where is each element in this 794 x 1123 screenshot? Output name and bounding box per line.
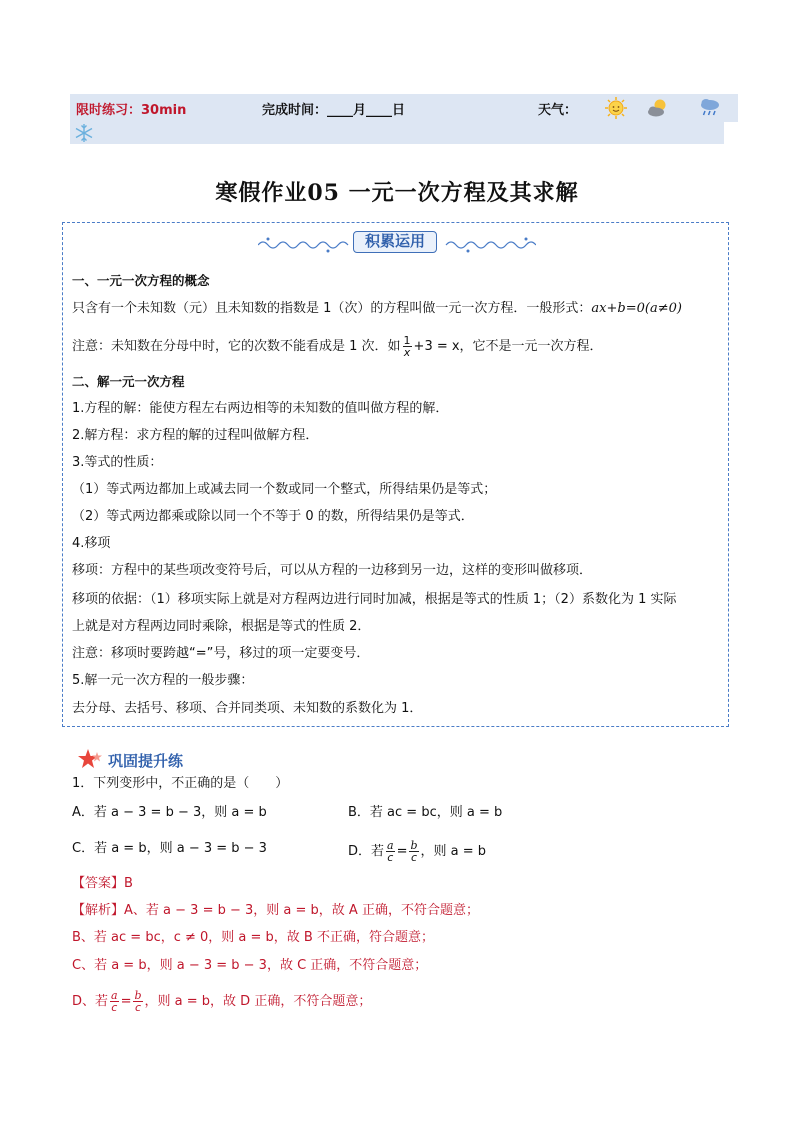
equals-sign: = bbox=[120, 994, 132, 1009]
explanation-d bbox=[72, 990, 371, 1013]
fraction-denominator: c bbox=[387, 851, 394, 864]
answer-line bbox=[72, 875, 133, 893]
explanation-c: C、若 a = b，则 a − 3 = b − 3，故 C 正确，不符合题意； bbox=[72, 958, 428, 973]
explanation-tag: 【解析】 bbox=[72, 903, 125, 918]
section-1-title: 一、一元一次方程的概念 bbox=[72, 273, 210, 288]
fraction-one-over-x bbox=[403, 335, 412, 358]
page-title: 寒假作业05 一元一次方程及其求解 bbox=[215, 180, 579, 206]
answer-value: B bbox=[124, 876, 133, 891]
snowflake-icon bbox=[74, 123, 94, 143]
question-1: 1．下列变形中，不正确的是（ ） bbox=[72, 776, 289, 791]
fraction-denominator: c bbox=[111, 1001, 118, 1014]
explanation-line-1 bbox=[72, 902, 479, 920]
rule-4-basis-2: 上就是对方程两边同时乘除，根据是等式的性质 2． bbox=[72, 619, 371, 634]
rule-5-steps: 去分母、去括号、移项、合并同类项、未知数的系数化为 1． bbox=[72, 701, 423, 716]
rule-1: 1.方程的解：能使方程左右两边相等的未知数的值叫做方程的解． bbox=[72, 401, 449, 416]
option-c: C．若 a = b，则 a − 3 = b − 3 bbox=[72, 841, 267, 856]
fraction-numerator: b bbox=[410, 839, 418, 852]
general-form: ax+b=0(a≠0) bbox=[591, 301, 682, 316]
fraction-b-over-c bbox=[133, 990, 142, 1013]
fraction-numerator: b bbox=[134, 989, 142, 1002]
option-d bbox=[348, 840, 486, 863]
note-text-a: 注意：未知数在分母中时，它的次数不能看成是 1 次．如 bbox=[72, 339, 401, 354]
banner bbox=[258, 229, 536, 255]
rule-3-2: （2）等式两边都乘或除以同一个不等于 0 的数，所得结果仍是等式． bbox=[72, 509, 474, 524]
rule-4-basis-1: 移项的依据：（1）移项实际上就是对方程两边进行同时加减，根据是等式的性质 1；（2）系数化为 1 实际 bbox=[72, 592, 677, 607]
explanation-b: B、若 ac = bc，c ≠ 0，则 a = b，故 B 不正确，符合题意； bbox=[72, 930, 434, 945]
fraction-a-over-c bbox=[386, 840, 395, 863]
explanation-a: A、若 a − 3 = b − 3，则 a = b，故 A 正确，不符合题意； bbox=[124, 903, 479, 918]
star-icon bbox=[78, 748, 104, 770]
fraction-denominator: x bbox=[403, 346, 411, 359]
fraction-denominator: c bbox=[410, 851, 418, 864]
completion-time-label: 完成时间：____月____日 bbox=[262, 102, 406, 118]
fraction-a-over-c bbox=[110, 990, 119, 1013]
practice-section-title bbox=[78, 748, 184, 772]
header-bar bbox=[70, 94, 738, 122]
fraction-numerator: a bbox=[387, 839, 394, 852]
rule-4-def: 移项：方程中的某些项改变符号后，可以从方程的一边移到另一边，这样的变形叫做移项． bbox=[72, 563, 593, 578]
note-text-b: +3 = x，它不是一元一次方程． bbox=[413, 339, 603, 354]
definition-text: 只含有一个未知数（元）且未知数的指数是 1（次）的方程叫做一元一次方程．一般形式： bbox=[72, 301, 592, 316]
fraction-numerator: 1 bbox=[403, 334, 411, 347]
option-b: B．若 ac = bc，则 a = b bbox=[348, 805, 503, 820]
section-2-title: 二、解一元一次方程 bbox=[72, 374, 185, 389]
option-d-suffix: ，则 a = b bbox=[420, 844, 487, 859]
option-a: A．若 a − 3 = b − 3，则 a = b bbox=[72, 805, 267, 820]
fraction-b-over-c bbox=[409, 840, 418, 863]
fraction-denominator: c bbox=[134, 1001, 142, 1014]
rule-5: 5.解一元一次方程的一般步骤： bbox=[72, 673, 254, 688]
explanation-d-suffix: ，则 a = b，故 D 正确，不符合题意； bbox=[144, 994, 372, 1009]
practice-title: 巩固提升练 bbox=[108, 752, 184, 770]
partly-cloudy-icon bbox=[646, 96, 670, 120]
option-d-prefix: D．若 bbox=[348, 844, 385, 859]
explanation-d-prefix: D、若 bbox=[72, 994, 109, 1009]
banner-label: 积累运用 bbox=[353, 231, 437, 253]
rule-4-note: 注意：移项时要跨越“=”号，移过的项一定要变号． bbox=[72, 646, 370, 661]
fraction-numerator: a bbox=[111, 989, 118, 1002]
equals-sign: = bbox=[396, 844, 408, 859]
concept-definition bbox=[72, 300, 682, 318]
header-bar-lower bbox=[70, 122, 724, 144]
rule-3: 3.等式的性质： bbox=[72, 455, 163, 470]
rule-3-1: （1）等式两边都加上或减去同一个数或同一个整式，所得结果仍是等式； bbox=[72, 482, 497, 497]
answer-tag: 【答案】 bbox=[72, 876, 125, 891]
note-denominator bbox=[72, 335, 603, 358]
rule-2: 2.解方程：求方程的解的过程叫做解方程． bbox=[72, 428, 319, 443]
sun-icon bbox=[604, 96, 628, 120]
weather-label: 天气： bbox=[538, 102, 578, 118]
rain-cloud-icon bbox=[698, 96, 722, 120]
time-limit-label: 限时练习：30min bbox=[76, 102, 187, 118]
rule-4: 4.移项 bbox=[72, 536, 111, 551]
